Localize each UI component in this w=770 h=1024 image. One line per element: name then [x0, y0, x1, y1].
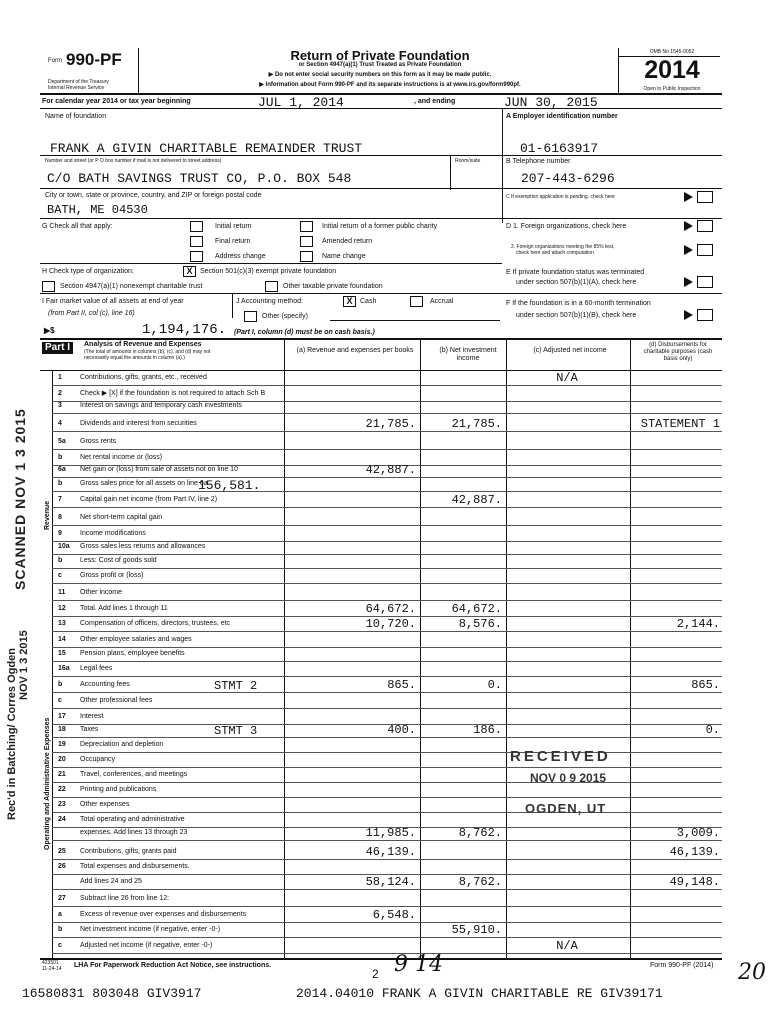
street-label: Number and street (or P O box number if mail is not delivered to street address) [45, 158, 222, 164]
row-number: 2 [58, 390, 62, 397]
form-code: 423501 11-24-14 [42, 960, 62, 972]
foreign-org-checkbox[interactable] [697, 220, 713, 232]
row-label: Less: Cost of goods sold [80, 557, 157, 564]
cell-b: 21,785. [451, 417, 502, 431]
form-number: 990-PF [66, 50, 122, 69]
received-stamp: RECEIVED [510, 748, 611, 765]
row-number: 16a [58, 665, 70, 672]
amended-return-checkbox[interactable] [300, 236, 313, 247]
address-change-label: Address change [215, 253, 266, 260]
form-prefix: Form [48, 58, 62, 64]
cell-a: 10,720. [365, 617, 416, 631]
e-label-2: under section 507(b)(1)(A), check here [516, 279, 637, 286]
handwritten-note: 9 14 [394, 952, 443, 977]
received-date-stamp: NOV 0 9 2015 [530, 771, 607, 785]
omb-number: OMB No 1545-0052 [649, 49, 695, 55]
calendar-label: For calendar year 2014 or tax year beginning [42, 98, 191, 105]
row-divider [52, 631, 722, 632]
other-method-checkbox[interactable] [244, 311, 257, 322]
tax-year: 2014 [644, 56, 700, 84]
cell-c: N/A [556, 939, 578, 953]
row-label: Excess of revenue over expenses and disbursements [80, 911, 247, 918]
arrow-icon [684, 221, 693, 231]
row-label: Travel, conferences, and meetings [80, 771, 188, 778]
row-label: Accounting fees [80, 681, 130, 688]
cell-d: 3,009. [676, 826, 720, 840]
row-label: Other income [80, 589, 123, 596]
row-divider [52, 889, 722, 890]
row-divider [52, 477, 722, 478]
row-divider [52, 692, 722, 693]
row-divider [52, 525, 722, 526]
foundation-name: FRANK A GIVIN CHARITABLE REMAINDER TRUST [50, 141, 363, 156]
cell-b: 8,762. [458, 826, 502, 840]
other-taxable-label: Other taxable private foundation [283, 283, 383, 290]
row-number: 15 [58, 650, 66, 657]
row-divider [52, 676, 722, 677]
name-change-checkbox[interactable] [300, 251, 313, 262]
row-number: 1 [58, 374, 62, 381]
phone-label: B Telephone number [506, 158, 571, 165]
col-d-header: (d) Disbursements for charitable purposes (cash basis only) [643, 342, 713, 362]
row-divider [52, 385, 722, 386]
row-label: Net short-term capital gain [80, 514, 163, 521]
row-divider [52, 661, 722, 662]
row-number: 3 [58, 402, 62, 409]
cell-b: 8,576. [458, 617, 502, 631]
row-divider [52, 413, 722, 414]
cell-a: 21,785. [365, 417, 416, 431]
cell-c: N/A [556, 371, 578, 385]
batching-date-stamp: NOV 1 3 2015 [18, 630, 30, 700]
row-label: Total operating and administrative [80, 816, 185, 823]
part-tag: Part I [42, 342, 73, 354]
row-divider [52, 491, 722, 492]
row-divider [52, 752, 722, 753]
final-return-label: Final return [215, 238, 251, 245]
batch-id: 16580831 803048 GIV3917 [22, 986, 202, 1001]
4947-checkbox[interactable] [42, 281, 55, 292]
row-label: Gross sales less returns and allowances [80, 543, 206, 550]
form-title: Return of Private Foundation [290, 48, 470, 63]
cell-a: 46,139. [365, 845, 416, 859]
other-taxable-checkbox[interactable] [265, 281, 278, 292]
cell-a: 6,548. [372, 908, 416, 922]
exempt-pending-label: C If exemption application is pending, check here [506, 194, 615, 200]
row-label: Pension plans, employee benefits [80, 650, 185, 657]
row-number: 14 [58, 636, 66, 643]
f-label-2: under section 507(b)(1)(B), check here [516, 312, 637, 319]
scanned-stamp: SCANNED NOV 1 3 2015 [12, 408, 28, 590]
row-divider [52, 737, 722, 738]
row-number: c [58, 942, 62, 949]
amended-return-label: Amended return [322, 238, 373, 245]
row-divider [52, 600, 722, 601]
row-label: Other professional fees [80, 697, 153, 704]
col-a-header: (a) Revenue and expenses per books [296, 347, 414, 354]
foreign-org-label: D 1. Foreign organizations, check here [506, 223, 627, 230]
f-label: F If the foundation is in a 60-month termination [506, 300, 651, 307]
row-number: 19 [58, 741, 66, 748]
row-divider [52, 708, 722, 709]
return-id: 2014.04010 FRANK A GIVIN CHARITABLE RE GIV39171 [296, 986, 663, 1001]
former-public-charity-label: Initial return of a former public charity [322, 223, 438, 230]
row-divider [52, 583, 722, 584]
col-c-header: (c) Adjusted net income [533, 347, 607, 354]
row-number: 25 [58, 848, 66, 855]
g-label: G Check all that apply: [42, 223, 113, 230]
foundation-name-label: Name of foundation [45, 113, 107, 120]
row-divider [52, 812, 722, 813]
row-number: 10a [58, 543, 70, 550]
year-begin: JUL 1, 2014 [258, 95, 344, 110]
60-month-checkbox[interactable] [697, 309, 713, 321]
handwritten-page: 20 [738, 960, 766, 985]
row-label: Gross sales price for all assets on line 6a [80, 480, 208, 487]
foreign-85-label: 2. Foreign organizations meeting the 85% test, [511, 244, 615, 250]
cell-b: 186. [473, 723, 502, 737]
info-line: ▶ Information about Form 990-PF and its separate instructions is at www.irs.gov/form990pf. [259, 82, 521, 88]
open-inspection: Open to Public Inspection [643, 86, 701, 92]
other-method-label: Other (specify) [262, 313, 308, 320]
cash-label: Cash [360, 298, 377, 305]
row-number: 27 [58, 895, 66, 902]
arrow-icon [684, 192, 693, 202]
row-divider [52, 449, 722, 450]
row-number: b [58, 480, 63, 487]
fmv-amount: 1,194,176. [142, 322, 227, 338]
phone-value: 207-443-6296 [521, 171, 615, 186]
row-divider [52, 859, 722, 860]
year-end: JUN 30, 2015 [504, 95, 598, 110]
arrow-icon [684, 245, 693, 255]
part-note-2: necessarily equal the amounts in column (a).) [84, 355, 185, 361]
name-change-label: Name change [322, 253, 366, 260]
ssn-warning: ▶ Do not enter social security numbers on this form as it may be made public. [268, 72, 492, 78]
cell-a: 58,124. [365, 875, 416, 889]
row-divider [52, 554, 722, 555]
row-label: Depreciation and depletion [80, 741, 164, 748]
row-divider [52, 906, 722, 907]
cash-basis-note: (Part I, column (d) must be on cash basis.) [234, 329, 375, 336]
cell-b: 0. [487, 678, 502, 692]
page-number: 2 [372, 967, 379, 981]
accrual-label: Accrual [430, 298, 454, 305]
gross-sales-amount: 156,581. [198, 478, 261, 493]
row-divider [52, 568, 722, 569]
cell-b: 55,910. [451, 923, 502, 937]
row-label: Occupancy [80, 756, 116, 763]
fmv-dollar: ▶$ [44, 326, 55, 335]
cell-a: 64,672. [365, 602, 416, 616]
row-number: 17 [58, 713, 66, 720]
row-number: b [58, 454, 63, 461]
row-divider [52, 797, 722, 798]
former-public-charity-checkbox[interactable] [300, 221, 313, 232]
row-number: b [58, 681, 63, 688]
initial-return-label: Initial return [215, 223, 252, 230]
4947-label: Section 4947(a)(1) nonexempt charitable trust [60, 283, 203, 290]
row-label: Income modifications [80, 530, 146, 537]
row-number: b [58, 926, 63, 933]
row-number: 24 [58, 816, 66, 823]
row-divider [52, 541, 722, 542]
cell-b: 8,762. [458, 875, 502, 889]
ein-label: A Employer identification number [506, 113, 618, 120]
cell-a: 11,985. [365, 826, 416, 840]
cash-checkbox[interactable]: X [343, 296, 356, 307]
row-divider [52, 953, 722, 954]
row-divider [52, 767, 722, 768]
row-number: 11 [58, 589, 66, 596]
col-b-header: (b) Net investment income [439, 347, 497, 362]
row-label: Taxes [80, 726, 99, 733]
cell-a: 865. [387, 678, 416, 692]
terminated-checkbox[interactable] [697, 276, 713, 288]
city-value: BATH, ME 04530 [47, 203, 148, 217]
row-divider [52, 507, 722, 508]
row-divider [52, 431, 722, 432]
row-number: 6a [58, 466, 66, 473]
row-number: 7 [58, 496, 62, 503]
ogden-stamp: OGDEN, UT [525, 801, 607, 816]
row-label: Compensation of officers, directors, trustees, etc [80, 620, 231, 627]
cell-d: 0. [705, 723, 720, 737]
row-label: Dividends and interest from securities [80, 420, 197, 427]
foreign-85-checkbox[interactable] [697, 244, 713, 256]
cell-b: 64,672. [451, 602, 502, 616]
row-number: 12 [58, 605, 66, 612]
row-label: Check ▶ [X] if the foundation is not required to attach Sch B [80, 390, 266, 397]
row-label: Interest on savings and temporary cash investments [80, 402, 242, 409]
row-label: expenses. Add lines 13 through 23 [80, 829, 188, 836]
h-label: H Check type of organization: [42, 268, 134, 275]
row-label: Contributions, gifts, grants, etc., received [80, 374, 207, 381]
cell-d: 2,144. [676, 617, 720, 631]
cell-a: 42,887. [365, 463, 416, 477]
row-label: Net gain or (loss) from sale of assets not on line 10 [80, 466, 238, 473]
row-label: Other employee salaries and wages [80, 636, 192, 643]
cell-d: 865. [691, 678, 720, 692]
row-label: Legal fees [80, 665, 113, 672]
stmt2-ref: STMT 2 [214, 679, 258, 693]
accrual-checkbox[interactable] [410, 296, 423, 307]
row-divider [52, 782, 722, 783]
arrow-icon [684, 277, 693, 287]
row-number: 26 [58, 863, 66, 870]
501c3-label: Section 501(c)(3) exempt private foundation [200, 268, 337, 275]
row-divider [52, 840, 722, 841]
row-number: a [58, 911, 62, 918]
final-return-checkbox[interactable] [190, 236, 203, 247]
city-label: City or town, state or province, country, and ZIP or foreign postal code [45, 192, 262, 199]
row-label: Capital gain net income (from Part IV, line 2) [80, 496, 218, 503]
row-number: 23 [58, 801, 66, 808]
dept-label: Department of the Treasury [48, 79, 109, 85]
cell-d: 49,148. [669, 875, 720, 889]
exempt-pending-checkbox[interactable] [697, 191, 713, 203]
address-change-checkbox[interactable] [190, 251, 203, 262]
form-footer: Form 990-PF (2014) [650, 962, 714, 969]
and-ending-label: , and ending [414, 98, 456, 105]
row-number: 8 [58, 514, 62, 521]
lha-notice: LHA For Paperwork Reduction Act Notice, see instructions. [74, 962, 272, 969]
cell-a: 400. [387, 723, 416, 737]
row-label: Total expenses and disbursements. [80, 863, 190, 870]
initial-return-checkbox[interactable] [190, 221, 203, 232]
row-number: b [58, 557, 63, 564]
fmv-label: I Fair market value of all assets at end of year [42, 298, 184, 305]
ein-value: 01-6163917 [520, 141, 599, 156]
row-number: 5a [58, 438, 66, 445]
501c3-checkbox[interactable]: X [183, 266, 196, 277]
foreign-85-label-2: check here and attach computation [516, 250, 594, 256]
form-subtitle: or Section 4947(a)(1) Trust Treated as Private Foundation [298, 62, 462, 68]
cell-b: 42,887. [451, 493, 502, 507]
row-label: Gross profit or (loss) [80, 572, 144, 579]
part-note: (The total of amounts in columns (b), (c), and (d) may not [84, 349, 211, 355]
row-label: Subtract line 26 from line 12: [80, 895, 170, 902]
room-label: Room/suite [455, 158, 481, 164]
row-number: 21 [58, 771, 66, 778]
row-label: Add lines 24 and 25 [80, 878, 142, 885]
row-label: Other expenses [80, 801, 130, 808]
row-divider [52, 937, 722, 938]
row-number: c [58, 697, 62, 704]
row-label: Net rental income or (loss) [80, 454, 163, 461]
revenue-side-label: Revenue [44, 500, 51, 530]
row-label: Interest [80, 713, 104, 720]
row-label: Total. Add lines 1 through 11 [80, 605, 168, 612]
cell-d: STATEMENT 1 [640, 417, 720, 431]
part-title: Analysis of Revenue and Expenses [84, 341, 202, 348]
arrow-icon [684, 310, 693, 320]
row-label: Adjusted net income (if negative, enter -0-) [80, 942, 213, 949]
fmv-sub-label: (from Part II, col (c), line 16) [48, 310, 135, 317]
row-number: c [58, 572, 62, 579]
stmt3-ref: STMT 3 [214, 724, 258, 738]
row-label: Gross rents [80, 438, 117, 445]
row-label: Contributions, gifts, grants paid [80, 848, 177, 855]
irs-label: Internal Revenue Service [48, 85, 105, 91]
row-number: 18 [58, 726, 66, 733]
expenses-side-label: Operating and Administrative Expenses [44, 717, 51, 850]
row-label: Printing and publications [80, 786, 157, 793]
accounting-method-label: J Accounting method: [236, 298, 303, 305]
row-divider [52, 922, 722, 923]
row-number: 20 [58, 756, 66, 763]
batching-stamp: Rec'd in Batching/ Corres Ogden [6, 648, 18, 820]
street-address: C/O BATH SAVINGS TRUST CO, P.O. BOX 548 [47, 171, 352, 186]
row-number: 9 [58, 530, 62, 537]
row-divider [52, 647, 722, 648]
row-number: 22 [58, 786, 66, 793]
row-number: 13 [58, 620, 66, 627]
e-label: E If private foundation status was terminated [506, 269, 645, 276]
row-label: Net investment income (if negative, enter -0-) [80, 926, 221, 933]
cell-d: 46,139. [669, 845, 720, 859]
row-number: 4 [58, 420, 62, 427]
